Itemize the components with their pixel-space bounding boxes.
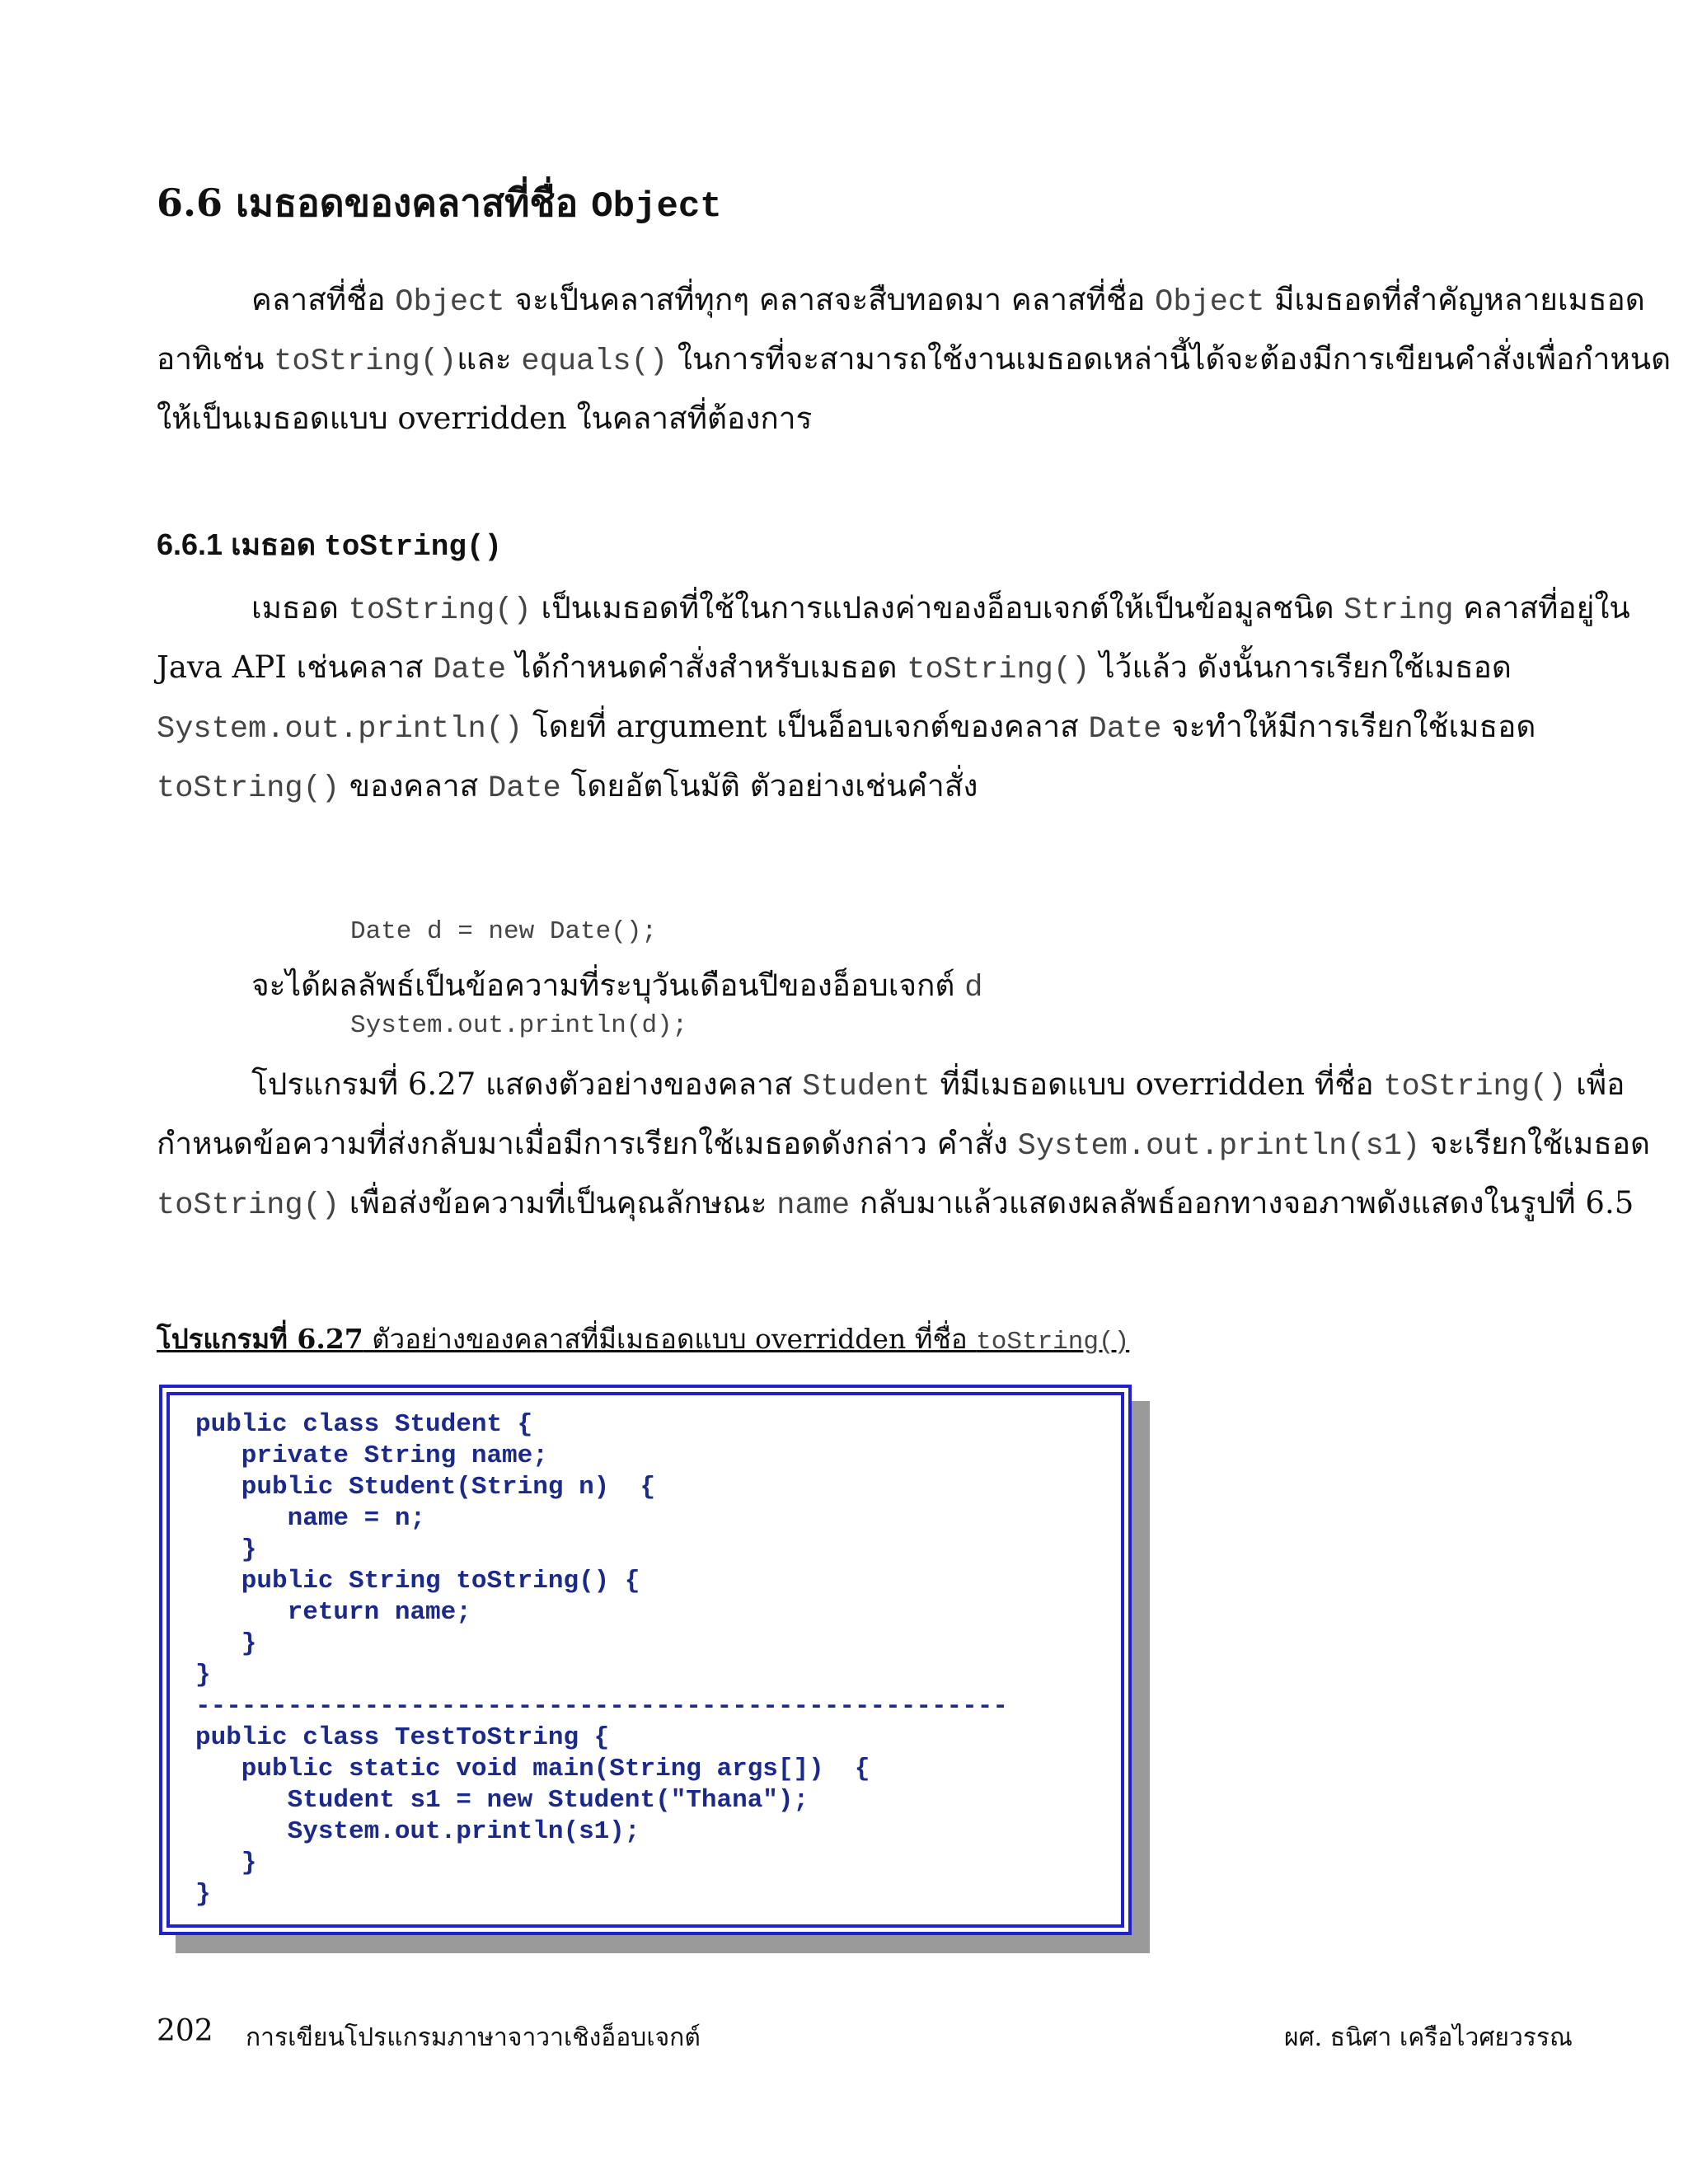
text-run: คลาสที่อยู่ใน	[1453, 590, 1630, 626]
inline-code: toString()	[157, 771, 340, 806]
inline-code: equals()	[521, 344, 668, 379]
text-run: และ	[457, 341, 522, 377]
code-line: return name;	[195, 1598, 471, 1627]
paragraph-2-line-2	[157, 638, 1512, 700]
footer-author: ผศ. ธนิศา เครือไวศยวรรณ	[1284, 2023, 1573, 2052]
text-run: ได้กำหนดคำสั่งสำหรับเมธอด	[506, 649, 907, 685]
text-run: มีเมธอดที่สำคัญหลายเมธอด	[1264, 282, 1645, 317]
code-line: name = n;	[195, 1504, 426, 1533]
text-run: ไว้แล้ว ดังนั้นการเรียกใช้เมธอด	[1090, 649, 1512, 685]
paragraph-4-line-2	[157, 1114, 1650, 1176]
paragraph-4-line-3	[157, 1174, 1634, 1235]
text-run: โปรแกรมที่ 6.27 แสดงตัวอย่างของคลาส	[251, 1066, 803, 1102]
paragraph-1-line-3	[157, 389, 812, 448]
inline-code: d	[964, 971, 983, 1005]
paragraph-4-line-1	[251, 1055, 1625, 1117]
code-sample-line: Date d = new Date();	[350, 917, 658, 946]
code-line: }	[195, 1849, 257, 1877]
program-caption-text: ตัวอย่างของคลาสที่มีเมธอดแบบ overridden ที่ชื่อ	[363, 1323, 977, 1355]
footer-book-title: การเขียนโปรแกรมภาษาจาวาเชิงอ็อบเจกต์	[246, 2023, 701, 2052]
section-heading-code: Object	[591, 186, 722, 227]
code-line: -----------------------------------------------------	[195, 1692, 1008, 1721]
page-number: 202	[157, 2014, 213, 2048]
text-run: ของคลาส	[340, 768, 488, 804]
paragraph-1-line-2	[157, 330, 1671, 391]
program-caption	[157, 1317, 1129, 1361]
code-line: Student s1 = new Student("Thana");	[195, 1786, 809, 1815]
text-run: เพื่อส่งข้อความที่เป็นคุณลักษณะ	[340, 1185, 777, 1221]
inline-code: name	[776, 1188, 851, 1223]
code-line: public class Student {	[195, 1410, 533, 1439]
text-run: โดยอัตโนมัติ ตัวอย่างเช่นคำสั่ง	[560, 768, 978, 804]
text-run: Java API เช่นคลาส	[157, 649, 434, 685]
text-run: จะได้ผลลัพธ์เป็นข้อความที่ระบุวันเดือนปีของอ็อบเจกต์	[251, 968, 965, 1003]
code-line: }	[195, 1535, 257, 1564]
inline-code: Object	[395, 285, 505, 320]
inline-code: Object	[1155, 285, 1265, 320]
text-run: เมธอด	[251, 590, 349, 626]
program-code-box	[159, 1385, 1132, 1935]
code-line: }	[195, 1629, 257, 1658]
text-run: จะเรียกใช้เมธอด	[1420, 1126, 1651, 1161]
section-heading-title: 6.6 เมธอดของคลาสที่ชื่อ	[157, 180, 592, 225]
inline-code: Date	[487, 771, 561, 806]
code-line: }	[195, 1661, 211, 1690]
code-line: private String name;	[195, 1441, 548, 1470]
inline-code: System.out.println(s1)	[1017, 1129, 1421, 1164]
program-caption-label: โปรแกรมที่ 6.27	[157, 1323, 363, 1355]
code-line: public String toString() {	[195, 1567, 640, 1596]
program-code	[195, 1409, 1008, 1910]
paragraph-2-line-3	[157, 697, 1536, 759]
paragraph-2-line-4	[157, 757, 978, 818]
text-run: จะทำให้มีการเรียกใช้เมธอด	[1161, 709, 1536, 744]
text-run: ที่มีเมธอดแบบ overridden ที่ชื่อ	[930, 1066, 1384, 1102]
text-run: กลับมาแล้วแสดงผลลัพธ์ออกทางจอภาพดังแสดงในรูปที่ 6.5	[850, 1185, 1634, 1221]
code-line: }	[195, 1880, 211, 1909]
code-line: public static void main(String args[]) {	[195, 1755, 870, 1783]
inline-code: toString()	[1383, 1070, 1567, 1104]
subsection-heading	[157, 521, 502, 568]
inline-code: toString()	[348, 593, 532, 628]
inline-code: toString()	[274, 344, 457, 379]
inline-code: toString()	[157, 1188, 340, 1223]
inline-code: String	[1343, 593, 1454, 628]
inline-code: Date	[433, 653, 507, 687]
inline-code: System.out.println()	[157, 712, 523, 747]
inline-code: toString()	[907, 653, 1090, 687]
text-run: อาทิเช่น	[157, 341, 274, 377]
text-run: กำหนดข้อความที่ส่งกลับมาเมื่อมีการเรียกใช้เมธอดดังกล่าว คำสั่ง	[157, 1126, 1018, 1161]
inline-code: Student	[802, 1070, 931, 1104]
code-line: System.out.println(s1);	[195, 1817, 640, 1846]
text-run: เป็นเมธอดที่ใช้ในการแปลงค่าของอ็อบเจกต์ให้เป็นข้อมูลชนิด	[531, 590, 1344, 626]
text-run: โดยที่ argument เป็นอ็อบเจกต์ของคลาส	[523, 709, 1089, 744]
code-sample-line: System.out.println(d);	[350, 1011, 688, 1040]
paragraph-2-line-1	[251, 579, 1630, 640]
section-heading	[157, 173, 722, 233]
subsection-heading-title: 6.6.1 เมธอด	[157, 527, 325, 561]
inline-code: Date	[1088, 712, 1162, 747]
text-run: เพื่อ	[1566, 1066, 1625, 1102]
code-line: public class TestToString {	[195, 1723, 610, 1752]
text-run: ให้เป็นเมธอดแบบ overridden ในคลาสที่ต้องการ	[157, 401, 813, 436]
text-run: คลาสที่ชื่อ	[251, 282, 396, 317]
text-run: ในการที่จะสามารถใช้งานเมธอดเหล่านี้ได้จะต้องมีการเขียนคำสั่งเพื่อกำหนด	[668, 341, 1672, 377]
text-run: จะเป็นคลาสที่ทุกๆ คลาสจะสืบทอดมา คลาสที่ชื่อ	[504, 282, 1156, 317]
subsection-heading-code: toString()	[324, 530, 503, 564]
paragraph-1-line-1	[251, 270, 1645, 332]
program-caption-code: toString()	[976, 1328, 1130, 1357]
code-line: public Student(String n) {	[195, 1473, 656, 1502]
paragraph-3	[251, 956, 982, 1018]
